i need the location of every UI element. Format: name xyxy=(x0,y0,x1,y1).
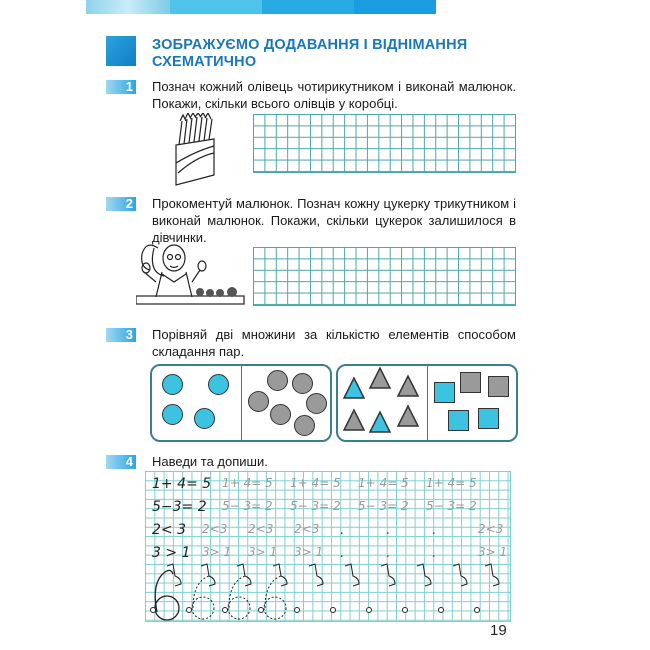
task-1-text: Познач кожний олівець чотирикутником і виконай малюнок. Покажи, скільки всього олівців у коробці. xyxy=(152,79,516,111)
eq-row-3: 2< 3 2<3 2<3 2<3 . . . 2<3 xyxy=(152,522,504,538)
set-cyan-circles xyxy=(152,366,241,440)
set-triangles xyxy=(338,366,427,440)
task-2-answer-grid[interactable] xyxy=(253,247,516,306)
set-pair-triangles-squares xyxy=(336,364,518,442)
eq-row-2: 5−3= 2 5− 3= 2 5− 3= 2 5− 3= 2 5− 3= 2 xyxy=(152,499,477,515)
task-2-text: Прокоментуй малюнок. Познач кожну цукерку трикутником і виконай малюнок. Покажи, скільки цукерок залишилося в дівчинки. xyxy=(152,196,516,245)
pencil-box-illustration xyxy=(170,113,220,188)
header-banner xyxy=(86,0,436,14)
digit-six-tracing-row xyxy=(145,562,510,622)
set-gray-circles xyxy=(241,366,331,440)
set-squares xyxy=(427,366,517,440)
page-title: ЗОБРАЖУЄМО ДОДАВАННЯ І ВІДНІМАННЯ СХЕМАТИЧНО xyxy=(152,37,468,70)
task-number-1: 1 xyxy=(106,80,136,94)
task-4-text: Наведи та допиши. xyxy=(152,454,268,469)
task-number-4: 4 xyxy=(106,455,136,469)
page-number: 19 xyxy=(490,622,507,639)
task-1-answer-grid[interactable] xyxy=(253,114,516,173)
task-number-2: 2 xyxy=(106,197,136,211)
eq-row-4: 3 > 1 3> 1 3> 1 3> 1 . . . 3> 1 xyxy=(152,545,508,561)
title-marker-icon xyxy=(106,36,136,66)
girl-with-candies-illustration xyxy=(136,242,246,308)
task-number-3: 3 xyxy=(106,328,136,342)
eq-row-1: 1+ 4= 5 1+ 4= 5 1+ 4= 5 1+ 4= 5 1+ 4= 5 xyxy=(152,476,477,492)
set-pair-circles xyxy=(150,364,332,442)
triangles-icon xyxy=(338,366,426,436)
task-3-text: Порівняй дві множини за кількістю елементів способом складання пар. xyxy=(152,327,516,359)
